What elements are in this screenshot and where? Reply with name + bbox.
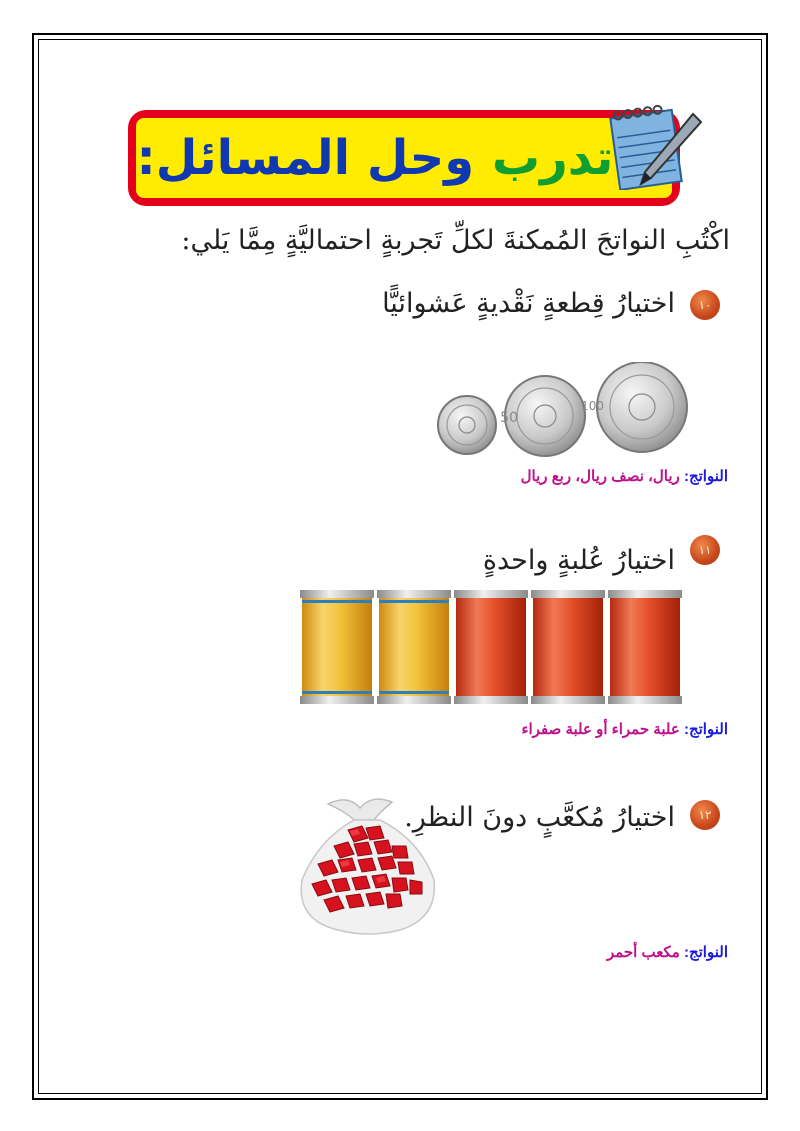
question-number-badge: ١٢: [690, 800, 720, 830]
yellow-can: [300, 590, 374, 704]
red-can: [454, 590, 528, 704]
cans-image: [298, 588, 708, 706]
instruction-text: اكْتُبِ النواتجَ المُمكنةَ لكلِّ تَجربةٍ احتماليَّةٍ مِمَّا يَلي:: [181, 225, 730, 256]
yellow-can: [377, 590, 451, 704]
answer-value: ريال، نصف ريال، ربع ريال: [520, 468, 680, 485]
answer-label: النواتج:: [683, 944, 728, 961]
title-part1: تدرب: [491, 130, 614, 186]
answer-line: [607, 943, 728, 961]
answer-value: علبة حمراء أو علبة صفراء: [521, 721, 680, 738]
red-can: [531, 590, 605, 704]
page-title: [136, 118, 614, 198]
answer-line: [521, 467, 728, 485]
question-number-badge: ١١: [690, 535, 720, 565]
answer-line: [521, 720, 728, 738]
title-part2: وحل المسائل:: [136, 130, 475, 186]
answer-label: النواتج:: [683, 468, 728, 485]
red-can: [608, 590, 682, 704]
coins-image: [432, 362, 702, 457]
svg-text:50: 50: [500, 410, 518, 426]
cubes-bag-image: [288, 790, 448, 940]
question-text: اختيارُ مُكعَّبٍ دونَ النظرِ.: [404, 802, 675, 833]
svg-text:100: 100: [581, 399, 604, 413]
answer-value: مكعب أحمر: [606, 944, 680, 961]
question-text: اختيارُ عُلبةٍ واحدةٍ: [482, 545, 675, 576]
question-text: اختيارُ قِطعةٍ نَقْديةٍ عَشوائيًّا: [382, 288, 675, 319]
notebook-pencil-icon: [605, 100, 705, 190]
question-number-badge: ١٠: [690, 290, 720, 320]
answer-label: النواتج:: [683, 721, 728, 738]
